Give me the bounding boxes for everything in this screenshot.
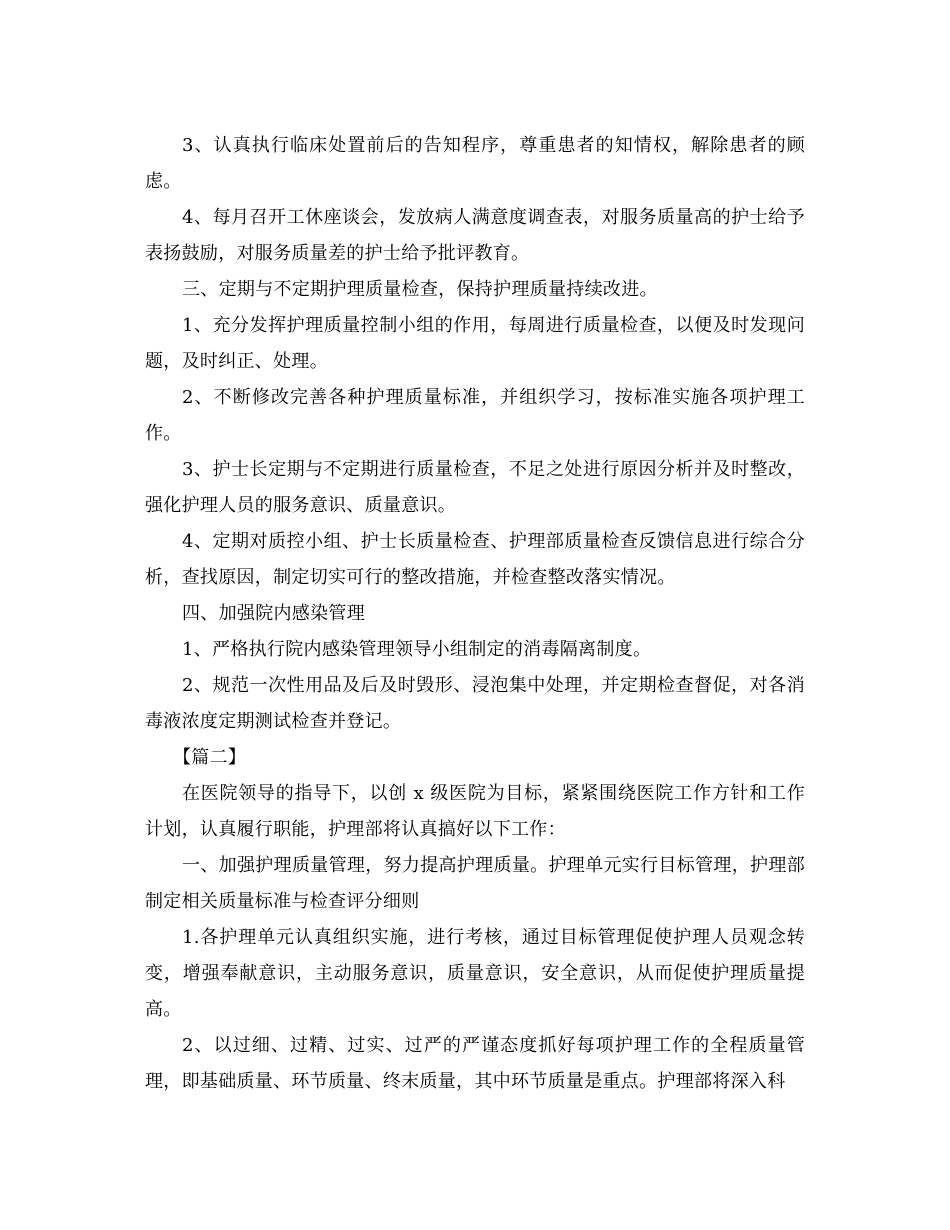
paragraph-7: 4、定期对质控小组、护士长质量检查、护理部质量检查反馈信息进行综合分析，查找原因，制定切实可行的整改措施，并检查整改落实情况。 xyxy=(145,531,805,588)
paragraph-13: 一、加强护理质量管理，努力提高护理质量。护理单元实行目标管理，护理部制定相关质量标准与检查评分细则 xyxy=(145,855,805,912)
paragraph-9: 1、严格执行院内感染管理领导小组制定的消毒隔离制度。 xyxy=(182,639,652,660)
paragraph-5: 2、不断修改完善各种护理质量标准，并组织学习，按标准实施各项护理工作。 xyxy=(145,387,805,444)
paragraph-14: 1.各护理单元认真组织实施，进行考核，通过目标管理促使护理人员观念转变，增强奉献意识，主动服务意识，质量意识，安全意识，从而促使护理质量提高。 xyxy=(145,927,805,1020)
paragraph-6: 3、护士长定期与不定期进行质量检查，不足之处进行原因分析并及时整改，强化护理人员的服务意识、质量意识。 xyxy=(145,459,805,516)
document-body xyxy=(145,128,805,1100)
paragraph-12: 在医院领导的指导下，以创 x 级医院为目标，紧紧围绕医院工作方针和工作计划，认真履行职能，护理部将认真搞好以下工作： xyxy=(145,783,805,840)
paragraph-15: 2、以过细、过精、过实、过严的严谨态度抓好每项护理工作的全程质量管理，即基础质量、环节质量、终末质量，其中环节质量是重点。护理部将深入科 xyxy=(145,1035,805,1092)
section-heading-4: 四、加强院内感染管理 xyxy=(182,603,365,624)
paragraph-2: 4、每月召开工休座谈会，发放病人满意度调查表，对服务质量高的护士给予表扬鼓励，对服务质量差的护士给予批评教育。 xyxy=(145,207,805,264)
section-heading-3: 三、定期与不定期护理质量检查，保持护理质量持续改进。 xyxy=(182,279,658,300)
paragraph-10: 2、规范一次性用品及后及时毁形、浸泡集中处理，并定期检查督促，对各消毒液浓度定期测试检查并登记。 xyxy=(145,675,805,732)
paragraph-4: 1、充分发挥护理质量控制小组的作用，每周进行质量检查，以便及时发现问题，及时纠正、处理。 xyxy=(145,315,805,372)
part-two-heading: 【篇二】 xyxy=(173,747,247,768)
paragraph-1: 3、认真执行临床处置前后的告知程序，尊重患者的知情权，解除患者的顾虑。 xyxy=(145,135,805,192)
